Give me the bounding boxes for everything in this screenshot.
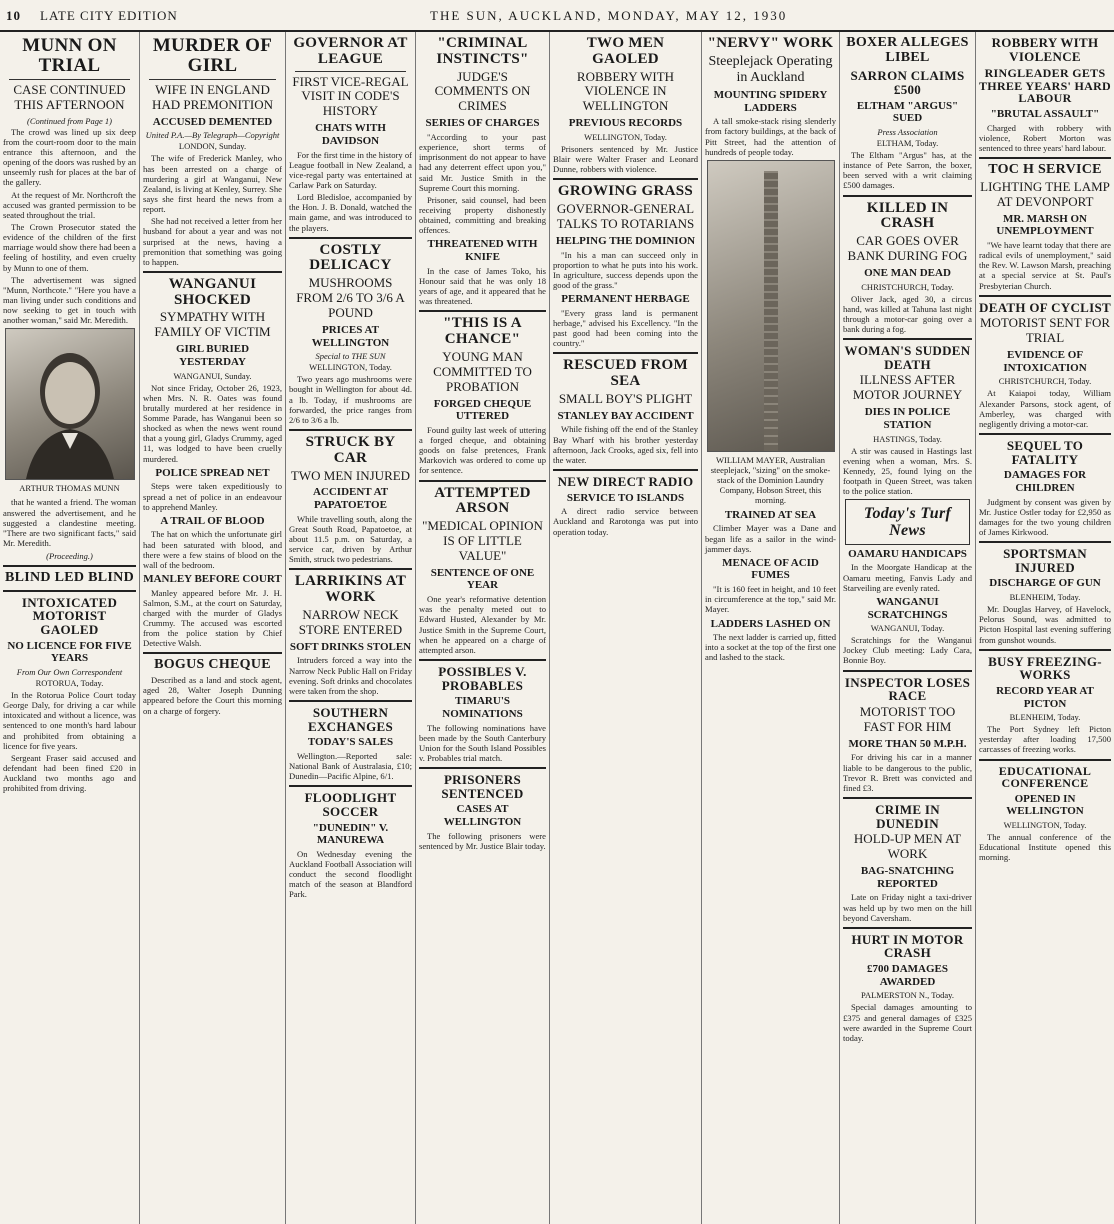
article-body: One year's reformative detention was the penalty meted out to Edward Husted, Alexander by Mr. Justice Smith in the Supreme Court, when he appeared on a charge of attempted arson.: [419, 594, 546, 655]
headline: INSPECTOR LOSES RACE: [844, 674, 971, 704]
article-body: that he wanted a friend. The woman answered the advertisement, and he suggested a clandestine meeting. "There are two significant facts," said Mr. Meredith.: [3, 497, 136, 548]
subhead: DIES IN POLICE STATION: [864, 406, 951, 431]
article-body: Two years ago mushrooms were bought in Wellington for about 4d. a lb. Today, if mushrooms are forwarded, the price ranges from 2/6 to 3/6 a lb.: [289, 374, 412, 425]
column-4: [416, 32, 550, 1224]
column-1: [0, 32, 140, 1224]
column-2: [140, 32, 286, 1224]
dateline-text: CHRISTCHURCH, Today.: [998, 376, 1092, 387]
subhead: SERIES OF CHARGES: [425, 117, 540, 130]
headline: KILLED IN CRASH: [866, 199, 949, 232]
headline: PRISONERS SENTENCED: [441, 772, 524, 801]
byline: From Our Own Correspondent: [16, 667, 123, 678]
headline: WANGANUI SHOCKED: [168, 275, 257, 308]
dateline-text: WELLINGTON, Today.: [309, 362, 392, 373]
headline: WOMAN'S SUDDEN DEATH: [844, 343, 971, 372]
steeplejack-photo: [707, 160, 835, 452]
dateline-text: LONDON, Sunday.: [178, 141, 247, 152]
subhead: WIFE IN ENGLAND HAD PREMONITION: [152, 81, 273, 112]
subhead: ELTHAM "ARGUS" SUED: [856, 99, 959, 125]
subhead: FIRST VICE-REGAL VISIT IN CODE'S HISTORY: [292, 73, 409, 119]
headline: INTOXICATED MOTORIST GAOLED: [21, 594, 118, 638]
dateline-text: WANGANUI, Today.: [870, 623, 945, 634]
subhead: SARRON CLAIMS £500: [850, 68, 965, 98]
subhead: RINGLEADER GETS THREE YEARS' HARD LABOUR: [979, 66, 1112, 106]
article-body: Mr. Douglas Harvey, of Havelock, Pelorus Sound, was admitted to Picton Hospital last evening suffering from gunshot wounds.: [979, 604, 1111, 645]
subhead: MOTORIST SENT FOR TRIAL: [979, 315, 1111, 346]
subhead: EVIDENCE OF INTOXICATION: [1003, 349, 1087, 374]
subhead: ACCUSED DEMENTED: [152, 115, 273, 128]
article-body: Manley appeared before Mr. J. H. Salmon, S.M., at the court on Saturday, charged with the murder of Gladys Crummy. The accused was escorted from the police station by Chief Detective Walsh.: [143, 587, 282, 649]
subhead: "BRUTAL ASSAULT": [990, 108, 1100, 121]
headline: GROWING GRASS: [557, 183, 694, 200]
headline: TOC H SERVICE: [988, 162, 1102, 178]
dateline-text: WANGANUI, Sunday.: [173, 370, 252, 381]
subhead: £700 DAMAGES AWARDED: [867, 963, 948, 988]
subhead: SENTENCE OF ONE YEAR: [430, 566, 535, 592]
headline: RESCUED FROM SEA: [563, 357, 688, 390]
subhead: HELPING THE DOMINION: [555, 235, 696, 247]
page-number: 10: [6, 8, 21, 23]
article-body: Steps were taken expeditiously to spread a net of police in an endeavour to apprehend Manley.: [143, 481, 282, 512]
subhead: GIRL BURIED YESTERDAY: [175, 343, 250, 368]
subhead: LIGHTING THE LAMP AT DEVONPORT: [980, 178, 1110, 209]
article-body: Intruders forced a way into the Narrow Neck Public Hall on Friday evening. Soft drinks and chocolates were taken from the shop.: [289, 655, 412, 696]
dateline: THE SUN, AUCKLAND, MONDAY, MAY 12, 1930: [430, 8, 788, 23]
subhead: OAMARU HANDICAPS: [848, 547, 967, 560]
article-body: The Eltham "Argus" has, at the instance of Pete Sarron, the boxer, been served with a writ claiming £500 damages.: [843, 149, 972, 191]
headline: "THIS IS A CHANCE": [443, 315, 522, 347]
subhead: YOUNG MAN COMMITTED TO PROBATION: [433, 348, 532, 394]
byline: United P.A.—By Telegraph—Copyright: [145, 130, 280, 141]
dateline-text: PALMERSTON N., Today.: [861, 990, 954, 1001]
article-body: "It is 160 feet in height, and 10 feet in circumference at the top," said Mr. Mayer.: [705, 584, 836, 615]
article-body: The hat on which the unfortunate girl had been saturated with blood, and there were a few stains of blood on the wall of the bedroom.: [143, 529, 282, 570]
subhead: SERVICE TO ISLANDS: [566, 491, 685, 504]
article-body: At Kaiapoi today, William Alexander Parsons, stock agent, of Amberley, was charged with negligently driving a motor-car.: [979, 388, 1111, 429]
subhead: OPENED IN WELLINGTON: [1006, 792, 1084, 818]
article-body: A tall smoke-stack rising slenderly from factory buildings, at the back of Pitt Street, had the attention of hundreds of people today.: [705, 116, 836, 157]
subhead: CHATS WITH DAVIDSON: [315, 122, 386, 147]
article-body: While fishing off the end of the Stanley Bay Wharf with his brother yesterday afternoon, Jack Crooks, aged six, fell into the water.: [553, 424, 698, 465]
headline: SOUTHERN EXCHANGES: [307, 705, 394, 734]
subhead: TWO MEN INJURED: [290, 467, 411, 483]
subhead: "DUNEDIN" V. MANUREWA: [312, 821, 389, 847]
article-body: Judgment by consent was given by Mr. Justice Ostler today for £2,950 as damages for the two young children of James Kirkwood.: [979, 496, 1111, 538]
article-body: Charged with robbery with violence, Robert Morton was sentenced to three years' hard labour.: [979, 122, 1111, 153]
headline: STRUCK BY CAR: [305, 434, 396, 466]
headline: ROBBERY WITH VIOLENCE: [991, 35, 1099, 64]
article-body: The wife of Frederick Manley, who has been arrested on a charge of murdering a girl at Wanganui, New Zealand, is living at Kenley, Surrey. She says she first heard the news from a report. She had not received a letter from her husband for about a year and was not surprised at the news, having a premonition that something was going to happen.: [143, 153, 282, 267]
headline: HURT IN MOTOR CRASH: [851, 931, 964, 961]
column-3: [286, 32, 416, 1224]
article-body: A stir was caused in Hastings last evening when a woman, Mrs. S. Kennedy, 25, found lying on the footpath in Queen Street, was taken to the police station.: [843, 445, 972, 497]
article-body: The Port Sydney left Picton yesterday after loading 17,500 carcasses of freezing works.: [979, 724, 1111, 755]
continued-note: (Continued from Page 1): [27, 115, 112, 126]
article-body: In the Rotorua Police Court today George Daly, for driving a car while intoxicated and without a licence, was sentenced to one month's hard labour and prohibited from obtaining a licence for five years. Sergeant Fraser said accused and defendant had been fined £20 in Auckland two months ago and prohibited from driving.: [3, 690, 136, 794]
subhead: BAG-SNATCHING REPORTED: [860, 865, 955, 890]
subhead: PRICES AT WELLINGTON: [311, 324, 390, 349]
subhead: ONE MAN DEAD: [864, 266, 951, 279]
article-body: While travelling south, along the Great South Road, Papatoetoe, at about 11.5 p.m. on Saturday, a service car, driven by Arthur Smith, struck two pedestrians.: [289, 513, 412, 565]
article-body: "We have learnt today that there are radical evils of unemployment," said the Rev. W. Lawson Marsh, preaching at a special service at St. Paul's Presbyterian Church.: [979, 239, 1111, 291]
proceeding-note: (Proceeding.): [46, 551, 93, 562]
subhead: GOVERNOR-GENERAL TALKS TO ROTARIANS: [556, 201, 695, 232]
subhead: "MEDICAL OPINION IS OF LITTLE VALUE": [422, 518, 543, 563]
subhead: ILLNESS AFTER MOTOR JOURNEY: [852, 372, 963, 403]
subhead: WANGANUI SCRATCHINGS: [867, 595, 948, 621]
column-8: [976, 32, 1114, 1224]
subhead: FORGED CHEQUE UTTERED: [433, 397, 532, 423]
subhead: NARROW NECK STORE ENTERED: [298, 606, 403, 637]
subhead: DAMAGES FOR CHILDREN: [1003, 469, 1087, 494]
article-body: The following nominations have been made by the South Canterbury Union for the South Island Possibles v. Probables trial match.: [419, 722, 546, 763]
column-6: [702, 32, 840, 1224]
subhead: SYMPATHY WITH FAMILY OF VICTIM: [154, 309, 271, 340]
headline: BOGUS CHEQUE: [154, 657, 271, 673]
article-body: On Wednesday evening the Auckland Football Association will conduct the second floodlight match of the season at Blandford Park.: [289, 848, 412, 900]
masthead: [0, 0, 1114, 32]
article-body: Prisoners sentenced by Mr. Justice Blair were Walter Fraser and Leonard Dunne, robbers with violence.: [553, 143, 698, 175]
article-body: Found guilty last week of uttering a forged cheque, and obtaining goods on false pretences, Frank Markovich was ordered to come up for sentence.: [419, 424, 546, 476]
subhead: MOUNTING SPIDERY LADDERS: [713, 88, 828, 114]
subhead: SOFT DRINKS STOLEN: [289, 640, 412, 653]
article-body: In the case of James Toko, his Honour said that he was only 18 years of age, and it appeared that he was threatened.: [419, 265, 546, 307]
subhead: NO LICENCE FOR FIVE YEARS: [7, 639, 132, 665]
subhead: MR. MARSH ON UNEMPLOYMENT: [996, 212, 1094, 238]
subhead: STANLEY BAY ACCIDENT: [557, 409, 694, 422]
headline: COSTLY DELICACY: [309, 241, 392, 274]
article-body: Oliver Jack, aged 30, a circus hand, was killed at Tahuna last night through a motor-car going over a bank during a fog.: [843, 293, 972, 334]
headline: LARRIKINS AT WORK: [294, 573, 407, 606]
subhead: CASE CONTINUED THIS AFTERNOON: [13, 81, 126, 112]
headline: BUSY FREEZING-WORKS: [988, 653, 1102, 683]
article-body: "In his a man can succeed only in proportion to what he puts into his work. In agriculture, success depends upon the good of the grass.": [553, 249, 698, 291]
dateline-text: ROTORUA, Today.: [35, 678, 104, 689]
article-body: Late on Friday night a taxi-driver was held up by two men on the hill beyond Caversham.: [843, 892, 972, 923]
headline: EDUCATIONAL CONFERENCE: [998, 763, 1092, 791]
dateline-text: BLENHEIM, Today.: [1009, 592, 1081, 603]
subhead: LADDERS LASHED ON: [710, 617, 831, 630]
portrait-illustration: [6, 329, 134, 479]
dateline-text: HASTINGS, Today.: [873, 433, 942, 444]
dateline-text: BLENHEIM, Today.: [1009, 712, 1081, 723]
article-body: "Every grass land is permanent herbage," advised his Excellency. "In the past good had been coming into the country.": [553, 307, 698, 349]
headline: MURDER OF GIRL: [152, 35, 273, 76]
article-body: The crowd was lined up six deep from the court-room door to the main entrance this afternoon, and the opening of the doors was rushed by an unseemly rush for places at the bar of the gallery. At the request of Mr. Northcroft the accused was granted permission to be seated throughout the trial. The Crown Prosecutor stated the evidence of the children of the first marriage would show there had been a feeling of hostility, and even cruelty by Munn to one of them. The advertisement was signed "Munn, Northcote." "Here you have a man living under such conditions and now seeking to get in touch with another woman," said Mr. Meredith.: [3, 126, 136, 326]
article-body: Scratchings for the Wanganui Jockey Club meeting: Lady Cara, Bonnie Boy.: [843, 635, 972, 666]
photo-caption: ARTHUR THOMAS MUNN: [19, 483, 120, 494]
article-body: The following prisoners were sentenced by Mr. Justice Blair today.: [419, 830, 546, 851]
subhead: RECORD YEAR AT PICTON: [996, 684, 1094, 710]
article-body: In the Moorgate Handicap at the Oamaru meeting, Fanvis Lady and Starveiling are evenly rated.: [843, 562, 972, 593]
headline: NEW DIRECT RADIO: [557, 474, 694, 490]
subhead: MORE THAN 50 M.P.H.: [848, 737, 967, 750]
subhead: DISCHARGE OF GUN: [989, 577, 1101, 590]
subhead: A TRAIL OF BLOOD: [160, 514, 265, 527]
headline: CRIME IN DUNEDIN: [875, 801, 940, 831]
subhead: SMALL BOY'S PLIGHT: [558, 390, 693, 406]
article-body: Described as a land and stock agent, aged 28, Walter Joseph Dunning appeared before the Court this morning on a charge of forgery.: [143, 675, 282, 716]
headline: FLOODLIGHT SOCCER: [304, 790, 397, 819]
dateline-text: ELTHAM, Today.: [876, 137, 939, 148]
subhead: CAR GOES OVER BANK DURING FOG: [847, 233, 968, 263]
article-body: The annual conference of the Educational Institute opened this morning.: [979, 832, 1111, 863]
byline: Press Association: [877, 126, 938, 137]
article-body: A direct radio service between Auckland and Rarotonga was put into operation today.: [553, 506, 698, 537]
subhead: ROBBERY WITH VIOLENCE IN WELLINGTON: [576, 68, 675, 114]
article-body: For driving his car in a manner liable to be dangerous to the public, Trevor R. Brett was convicted and fined £3.: [843, 752, 972, 793]
subhead: MOTORIST TOO FAST FOR HIM: [859, 703, 956, 734]
article-body: Wellington.—Reported sale: National Bank of Australasia, £10; Dunedin—Pacific Alpine, 6/1.: [289, 750, 412, 782]
subhead: TODAY'S SALES: [307, 736, 394, 749]
turf-news-heading: Today's Turf News: [863, 505, 952, 540]
subhead: TRAINED AT SEA: [724, 508, 817, 521]
dateline-text: WELLINGTON, Today.: [1003, 820, 1087, 831]
headline: BOXER ALLEGES LIBEL: [846, 35, 969, 65]
subhead: PREVIOUS RECORDS: [568, 117, 683, 130]
dateline-text: CHRISTCHURCH, Today.: [861, 281, 954, 292]
headline: ATTEMPTED ARSON: [434, 484, 531, 517]
subhead: JUDGE'S COMMENTS ON CRIMES: [434, 68, 531, 114]
dateline-text: WELLINGTON, Today.: [584, 131, 667, 142]
photo-caption: WILLIAM MAYER, Australian steeplejack, "sizing" on the smoke-stack of the Dominion Laundry Company, Hobson Street, this morning.: [710, 454, 831, 505]
subhead: PERMANENT HERBAGE: [561, 293, 690, 306]
article-body: Not since Friday, October 26, 1923, when Mrs. N. R. Oates was found brutally murdered at her residence in Somme Parade, has Wanganui been so shocked as when the news went round that a young girl, Gladys Crummy, aged 11, was lodged to have been cruelly murdered.: [143, 382, 282, 464]
article-body: The next ladder is carried up, fitted into a socket at the top of the first one and lashed to the stack.: [705, 632, 836, 663]
byline: Special to THE SUN: [315, 351, 386, 362]
portrait-photo: [5, 328, 135, 480]
article-body: Climber Mayer was a Dane and began life as a sailor in the wind-jammer days.: [705, 523, 836, 554]
headline: SPORTSMAN INJURED: [1003, 546, 1087, 575]
smoke-stack-illustration: [764, 171, 778, 451]
headline: "CRIMINAL INSTINCTS": [436, 35, 529, 67]
headline: MUNN ON TRIAL: [22, 35, 117, 76]
subhead: TIMARU'S NOMINATIONS: [442, 695, 523, 720]
article-body: For the first time in the history of League football in New Zealand, a vice-regal party was entertained at Carlaw Park on Saturday. Lord Bledisloe, accompanied by the Hon. J. B. Donald, watched the main game, and was introduced to the players.: [289, 149, 412, 233]
subhead: MENACE OF ACID FUMES: [722, 556, 819, 582]
headline: SEQUEL TO FATALITY: [1006, 438, 1084, 467]
article-body: Special damages amounting to £375 and general damages of £325 were awarded in the Supreme Court today.: [843, 1002, 972, 1043]
column-7: [840, 32, 976, 1224]
edition-label: LATE CITY EDITION: [40, 8, 178, 23]
columns: [0, 32, 1114, 1224]
headline: DEATH OF CYCLIST: [979, 299, 1111, 315]
subhead: Steeplejack Operating in Auckland: [708, 53, 833, 85]
subhead: CASES AT WELLINGTON: [443, 803, 522, 828]
headline: BLIND LED BLIND: [5, 570, 134, 586]
headline: TWO MEN GAOLED: [586, 35, 665, 67]
subhead: MUSHROOMS FROM 2/6 TO 3/6 A POUND: [296, 275, 405, 321]
article-body: "According to your past experience, short terms of imprisonment do not appear to have had any deterrent effect upon you," said Mr. Justice Smith in the Supreme Court this morning. Prisoner, said counsel, had been receiving property dishonestly obtained, committing and breaking offences.: [419, 131, 546, 236]
subhead: HOLD-UP MEN AT WORK: [853, 831, 962, 862]
headline: POSSIBLES V. PROBABLES: [438, 663, 527, 693]
subhead: MANLEY BEFORE COURT: [143, 572, 282, 585]
subhead: POLICE SPREAD NET: [155, 466, 270, 479]
headline: GOVERNOR AT LEAGUE: [293, 35, 408, 67]
subhead: ACCIDENT AT PAPATOETOE: [312, 486, 389, 512]
subhead: THREATENED WITH KNIFE: [427, 238, 538, 263]
headline: "NERVY" WORK: [707, 35, 834, 51]
column-5: [550, 32, 702, 1224]
